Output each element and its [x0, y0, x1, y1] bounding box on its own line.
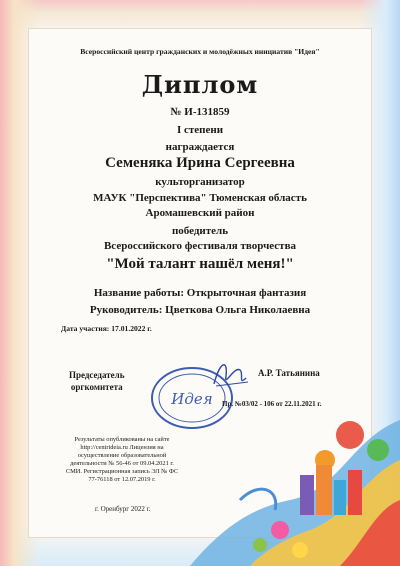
participation-date: Дата участия: 17.01.2022 г.	[61, 324, 152, 333]
recipient-district: Аромашевский район	[145, 207, 255, 219]
diploma-number: № И-131859	[170, 106, 230, 118]
art-flower-2	[253, 538, 267, 552]
art-building-3	[334, 480, 346, 515]
leader-name: Руководитель: Цветкова Ольга Николаевна	[89, 304, 311, 316]
seal-text: Идея	[171, 390, 213, 408]
art-flower-1	[271, 521, 289, 539]
chair-label	[69, 369, 124, 393]
signer-name: А.Р. Татьянина	[258, 368, 320, 378]
art-building-1	[300, 475, 314, 515]
award-status: победитель	[171, 225, 229, 237]
chair-line-1: Председатель	[69, 370, 125, 380]
organization-name: Всероссийский центр гражданских и молодёжных инициатив "Идея"	[80, 47, 320, 56]
art-balloon-green	[367, 439, 389, 461]
work-title: Название работы: Открыточная фантазия	[93, 287, 307, 299]
festival-name: Всероссийского фестиваля творчества	[103, 240, 297, 252]
order-reference: Пр. №03/02 - 106 от 22.11.2021 г.	[222, 400, 322, 408]
page-title: Диплом	[141, 70, 259, 99]
recipient-position: культорганизатор	[155, 176, 245, 188]
city-year: г. Оренбург 2022 г.	[95, 505, 151, 513]
art-building-2	[316, 465, 332, 515]
art-balloon-red	[336, 421, 364, 449]
art-building-4	[348, 470, 362, 515]
diploma-degree: I степени	[176, 124, 224, 136]
recipient-organization: МАУК "Перспектива" Тюменская область	[93, 192, 307, 204]
art-flower-3	[292, 542, 308, 558]
festival-motto: "Мой талант нашёл меня!"	[106, 256, 294, 272]
signature	[210, 356, 250, 392]
awarded-label: награждается	[165, 141, 235, 153]
publication-info: Результаты опубликованы на сайте http://centrideia.ru Лицензия на осуществление образовательной деятельности № 56-46 от 09.04.2021 г. СМИ. Регистрационная запись ЭЛ № ФС 77-76118 от 12.07.2019 г.	[65, 436, 179, 483]
recipient-name: Семеняка Ирина Сергеевна	[105, 155, 295, 171]
chair-line-2: оргкомитета	[70, 382, 123, 392]
